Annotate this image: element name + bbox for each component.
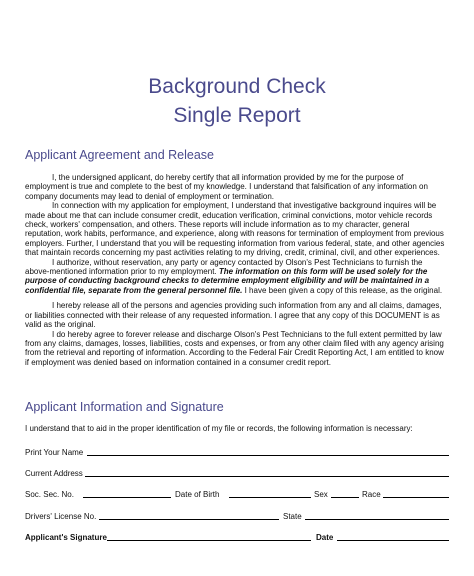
race-label: Race <box>362 490 381 499</box>
ssn-field[interactable] <box>83 497 171 498</box>
print-name-label: Print Your Name <box>25 448 84 457</box>
authorize-text: I authorize, without reservation, any party or agency contacted by Olson's Pest Technicians to furnish the above-mentioned information prior to my employment. <box>25 257 423 277</box>
license-label: Drivers' License No. <box>25 512 97 521</box>
authorize-copy-text: I have been given a copy of this release, as the original. <box>242 285 443 295</box>
paragraph-discharge: I do hereby agree to forever release and discharge Olson's Pest Technicians to the full extent permitted by law from any claims, damages, losses, liabilities, costs and expenses, or from any other claim filed with any agency arising from the retrieval and reporting of information. According to the Federal Fair Credit Reporting Act, I am entitled to know if employment was denied based on information contained in a consumer credit report. <box>25 329 444 367</box>
race-field[interactable] <box>383 497 449 498</box>
confidential-notice: The information on this form will be used solely for the purpose of conducting background checks to determine employment eligibility and will be maintained in a confidential file, separate from the general personnel file. <box>25 267 430 295</box>
ssn-label: Soc. Sec. No. <box>25 490 74 499</box>
paragraph-release: I hereby release all of the persons and agencies providing such information from any and all claims, damages, or liabilities connected with their release of any requested information. I agree that any copy of this DOCUMENT is as valid as the original. <box>25 301 442 330</box>
sex-field[interactable] <box>331 497 359 498</box>
state-field[interactable] <box>305 519 449 520</box>
signature-field[interactable] <box>107 540 311 541</box>
document-subtitle: Single Report <box>173 104 301 127</box>
agreement-text <box>25 173 449 367</box>
form-row-name <box>25 445 449 457</box>
current-address-field[interactable] <box>85 476 449 477</box>
form-row-identity <box>25 487 449 499</box>
license-field[interactable] <box>99 519 279 520</box>
signature-label: Applicant's Signature <box>25 533 107 542</box>
dob-label: Date of Birth <box>175 490 220 499</box>
paragraph-background-inquiries: In connection with my application for employment, I understand that investigative background inquires will be made about me that can include consumer credit, education verification, criminal convictions, motor vehicle records check, workers' compensation, and others. These reports will include information as to my character, general reputation, work habits, performance, and experience, along with reasons for termination of employment from previous employers. Further, I understand that you will be requesting information from various federal, state, and other agencies that maintain records concerning my past activities relating to my driving, credit, criminal, civil, and other experiences. <box>25 201 445 258</box>
paragraph-authorize <box>25 258 449 296</box>
paragraph-certify: I, the undersigned applicant, do hereby certify that all information provided by me for the purpose of employment is true and complete to the best of my knowledge. I understand that falsification of any information on company documents may lead to denial of employment or termination. <box>25 173 428 201</box>
date-field[interactable] <box>337 540 449 541</box>
date-label: Date <box>316 533 334 542</box>
state-label: State <box>283 512 302 521</box>
information-intro: I understand that to aid in the proper identification of my file or records, the following information is necessary: <box>25 424 413 433</box>
form-row-address <box>25 466 449 478</box>
dob-field[interactable] <box>229 497 311 498</box>
section-heading-information: Applicant Information and Signature <box>25 400 224 414</box>
print-name-field[interactable] <box>87 455 449 456</box>
form-row-signature <box>25 530 449 542</box>
section-heading-agreement: Applicant Agreement and Release <box>25 148 215 162</box>
sex-label: Sex <box>314 490 328 499</box>
document-title: Background Check <box>148 75 326 98</box>
form-row-license <box>25 509 449 521</box>
current-address-label: Current Address <box>25 469 83 478</box>
